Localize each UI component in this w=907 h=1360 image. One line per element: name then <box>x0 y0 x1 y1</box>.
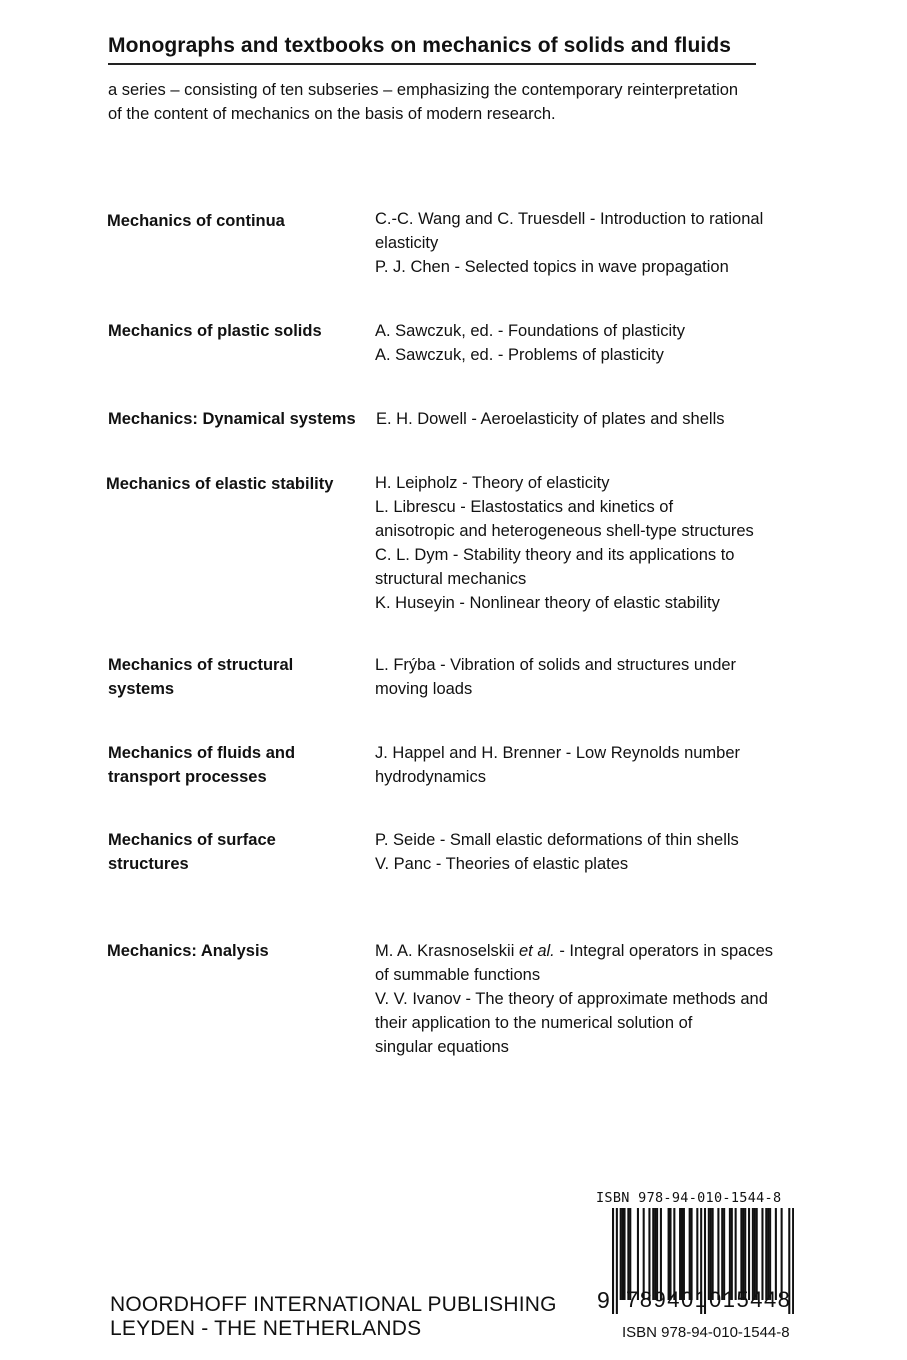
book-line: moving loads <box>375 680 473 698</box>
publisher-name: NOORDHOFF INTERNATIONAL PUBLISHING <box>110 1293 557 1316</box>
series-name-line: Mechanics of surface <box>108 831 276 849</box>
book-line: structural mechanics <box>375 570 527 588</box>
series-name-line: systems <box>108 680 175 698</box>
book-line: anisotropic and heterogeneous shell-type structures <box>375 522 754 540</box>
book-line: A. Sawczuk, ed. - Problems of plasticity <box>375 346 664 364</box>
book-line: their application to the numerical solution of <box>375 1014 693 1032</box>
publisher-imprint <box>110 1293 557 1341</box>
series-name-line: structures <box>108 855 189 873</box>
intro-line: of the content of mechanics on the basis of modern research. <box>108 105 556 123</box>
series-book-list <box>375 207 825 279</box>
barcode-guard-bar <box>616 1208 618 1314</box>
series-name <box>108 653 370 701</box>
isbn-top-label: ISBN 978-94-010-1544-8 <box>596 1190 782 1206</box>
book-line: P. J. Chen - Selected topics in wave propagation <box>375 258 729 276</box>
book-line: L. Librescu - Elastostatics and kinetics of <box>375 498 674 516</box>
series-book-list <box>376 407 826 431</box>
book-line: V. V. Ivanov - The theory of approximate methods and <box>375 990 768 1008</box>
series-book-list <box>375 828 825 876</box>
intro-line: a series – consisting of ten subseries – emphasizing the contemporary reinterpretation <box>108 81 739 99</box>
book-line: elasticity <box>375 234 439 252</box>
book-line: P. Seide - Small elastic deformations of thin shells <box>375 831 739 849</box>
barcode-digits-left: 789401 <box>626 1287 709 1312</box>
book-line: E. H. Dowell - Aeroelasticity of plates and shells <box>376 410 725 428</box>
isbn-bottom-label: ISBN 978-94-010-1544-8 <box>622 1324 790 1341</box>
book-line: C. L. Dym - Stability theory and its applications to <box>375 546 735 564</box>
series-book-list <box>375 319 825 367</box>
series-name: Mechanics of plastic solids <box>108 322 322 340</box>
barcode-guard-bar <box>792 1208 794 1314</box>
book-line: hydrodynamics <box>375 768 486 786</box>
series-name: Mechanics: Analysis <box>107 942 269 960</box>
series-name-line: transport processes <box>108 768 267 786</box>
series-book-list <box>375 471 825 615</box>
book-line: M. A. Krasnoselskii et al. - Integral operators in spaces <box>375 942 774 960</box>
publisher-location: LEYDEN - THE NETHERLANDS <box>110 1317 422 1340</box>
barcode-digit-first: 9 <box>597 1287 610 1313</box>
series-book-list <box>375 741 825 789</box>
book-line: L. Frýba - Vibration of solids and structures under <box>375 656 737 674</box>
series-name: Mechanics of elastic stability <box>106 475 334 493</box>
title-underline <box>108 63 756 65</box>
page-title: Monographs and textbooks on mechanics of solids and fluids <box>108 34 732 57</box>
series-name <box>108 828 370 876</box>
book-line: V. Panc - Theories of elastic plates <box>375 855 629 873</box>
series-name-line: Mechanics of fluids and <box>108 744 296 762</box>
barcode-guard-bar <box>612 1208 614 1314</box>
series-name-line: Mechanics of structural <box>108 656 294 674</box>
series-name <box>108 741 370 789</box>
barcode-bar <box>622 1208 624 1300</box>
book-line: J. Happel and H. Brenner - Low Reynolds number <box>375 744 741 762</box>
series-intro <box>108 78 828 126</box>
series-book-list <box>375 653 825 701</box>
series-name: Mechanics: Dynamical systems <box>108 410 356 428</box>
book-line: C.-C. Wang and C. Truesdell - Introduction to rational <box>375 210 764 228</box>
series-book-list <box>375 939 835 1059</box>
book-line: K. Huseyin - Nonlinear theory of elastic stability <box>375 594 720 612</box>
book-line: singular equations <box>375 1038 509 1056</box>
book-line: H. Leipholz - Theory of elasticity <box>375 474 610 492</box>
book-line: A. Sawczuk, ed. - Foundations of plasticity <box>375 322 685 340</box>
series-name: Mechanics of continua <box>107 212 285 230</box>
barcode-bar <box>620 1208 622 1300</box>
barcode-digits-right: 015448 <box>709 1287 792 1312</box>
book-line: of summable functions <box>375 966 541 984</box>
